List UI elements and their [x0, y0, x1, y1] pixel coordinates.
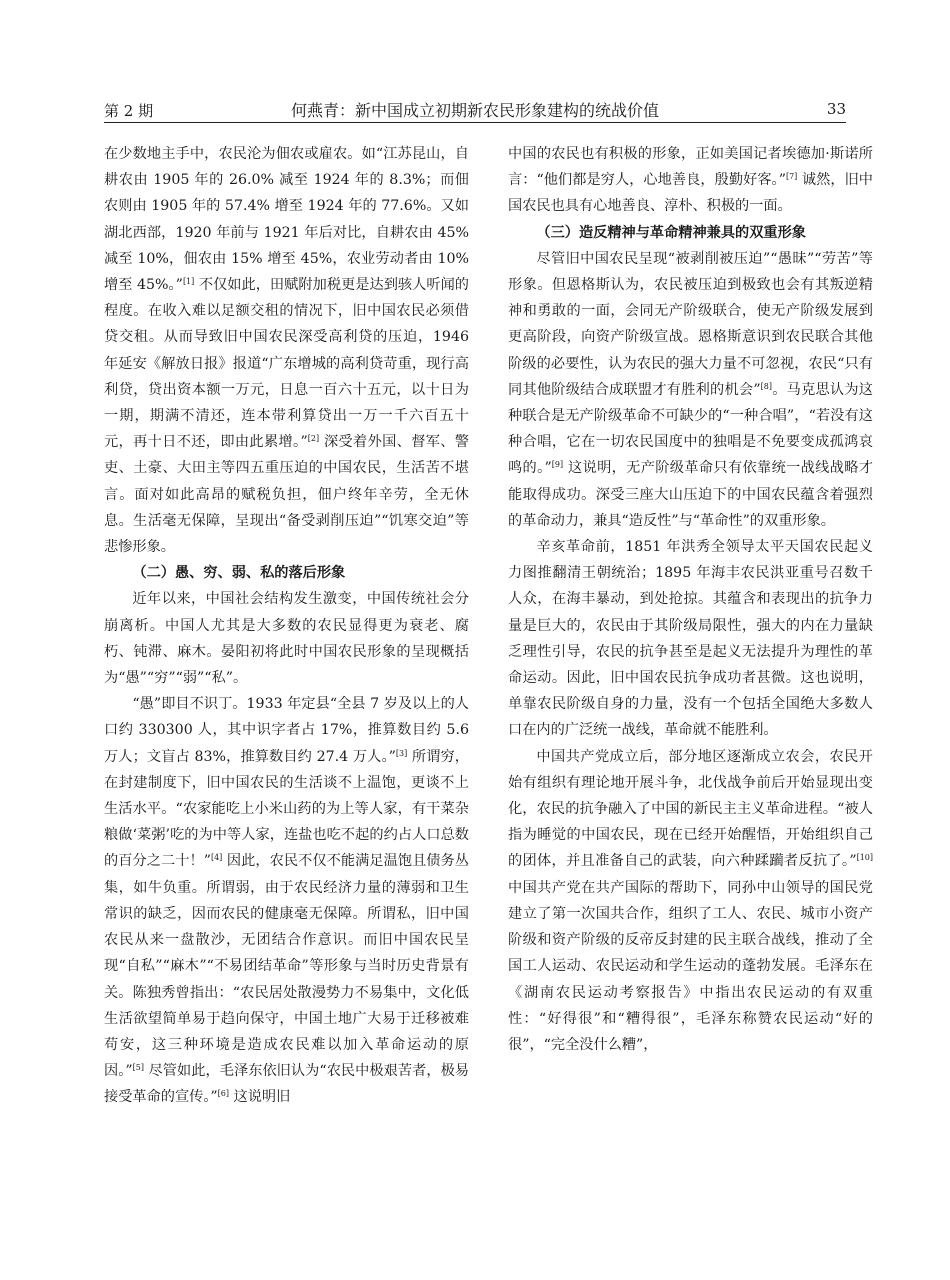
paragraph: “愚”即目不识丁。1933 年定县“全县 7 岁及以上的人口约 330300 人，其中识字者占 17%，推算数目约 5.6 万人；文盲占 83%，推算数目约 27.4 万人。”[3] 所谓穷，在封建制度下，旧中国农民的生活谈不上温饱，更谈不上生活水平。“农家能吃上小米山药的为上等人家，有干菜杂粮做‘菜粥’吃的为中等人家，连盐也吃不起的约占人口总数的百分之二十！”[4] 因此，农民不仅不能满足温饱且债务丛集，如牛负重。所谓弱，由于农民经济力量的薄弱和卫生常识的缺乏，因而农民的健康毫无保障。所谓私，旧中国农民从来一盘散沙，无团结合作意识。而旧中国农民呈现“自私”“麻木”“不易团结革命”等形象与当时历史背景有关。陈独秀曾指出：“农民居处散漫势力不易集中，文化低生活欲望简单易于趋向保守，中国土地广大易于迁移被难苟安，这三种环境是造成农民难以加入革命运动的原因。”[5] 尽管如此，毛泽东依旧认为“农民中极艰苦者，极易接受革命的宣传。”[6] 这说明旧: [104, 696, 470, 1106]
right-column: [508, 141, 873, 1058]
citation: [3]: [395, 748, 408, 758]
running-title: 何燕青：新中国成立初期新农民形象建构的统战价值: [290, 101, 659, 120]
paragraph: 辛亥革命前，1851 年洪秀全领导太平天国农民起义力图推翻清王朝统治；1895 年海丰农民洪亚重号召数千人众，在海丰暴动，到处抢掠。其蕴含和表现出的抗争力量是巨大的，农民由于其阶级局限性，强大的内在力量缺乏理性引导，农民的抗争甚至是起义无法提升为理性的革命运动。因此，旧中国农民抗争成功者甚微。这也说明，单靠农民阶级自身的力量，没有一个包括全国绝大多数人口在内的广泛统一战线，革命就不能胜利。: [508, 539, 873, 739]
running-header: [104, 98, 846, 123]
citation: [5]: [132, 1063, 144, 1073]
paragraph: 中国的农民也有积极的形象，正如美国记者埃德加·斯诺所言：“他们都是穷人，心地善良，殷勤好客。”[7] 诚然，旧中国农民也具有心地善良、淳朴、积极的一面。: [508, 146, 873, 215]
citation: [8]: [760, 381, 772, 391]
paragraph: 在少数地主手中，农民沦为佃农或雇农。如“江苏昆山，自耕农由 1905 年的 26.0% 减至 1924 年的 8.3%；而佃农则由 1905 年的 57.4% 增至 1924 年的 77.6%。又如湖北西部，1920 年前与 1921 年后对比，自耕农由 45% 减至 10%，佃农由 15% 增至 45%，农业劳动者由 10% 增至 45%。”[1] 不仅如此，田赋附加税更是达到骇人听闻的程度。在收入难以足额交租的情况下，旧中国农民必须借贷交租。从而导致旧中国农民深受高利贷的压迫，1946 年延安《解放日报》报道“广东增城的高利贷苛重，现行高利贷，贷出资本额一万元，日息一百六十五元，以十日为一期，期满不清还，连本带利算贷出一万一千六百五十元，再十日不还，即由此累增。”[2] 深受着外国、督军、警吏、土豪、大田主等四五重压迫的中国农民，生活苦不堪言。面对如此高昂的赋税负担，佃户终年辛劳，全无休息。生活毫无保障，呈现出“备受剥削压迫”“饥寒交迫”等悲惨形象。: [104, 146, 469, 556]
section-heading: （三）造反精神与革命精神兼具的双重形象: [536, 224, 806, 241]
citation: [9]: [551, 460, 564, 470]
citation: [1]: [182, 277, 195, 287]
citation: [10]: [856, 853, 873, 863]
paragraph: 中国共产党成立后，部分地区逐渐成立农会，农民开始有组织有理论地开展斗争，北伐战争前后开始显现出变化，农民的抗争融入了中国的新民主主义革命进程。“被人指为睡觉的中国农民，现在已经开始醒悟，开始组织自己的团体，并且准备自己的武装，向六种蹂躏者反抗了。”[10] 中国共产党在共产国际的帮助下，同孙中山领导的国民党建立了第一次国共合作，组织了工人、农民、城市小资产阶级和资产阶级的反帝反封建的民主联合战线，推动了全国工人运动、农民运动和学生运动的蓬勃发展。毛泽东在《湖南农民运动考察报告》中指出农民运动的有双重性：“好得很”和“糟得很”，毛泽东称赞农民运动“好的很”，“完全没什么糟”，: [508, 748, 873, 1053]
left-column: [104, 141, 469, 1111]
issue-number: 第 2 期: [104, 102, 154, 120]
citation: [2]: [307, 434, 320, 444]
paragraph: 尽管旧中国农民呈现“被剥削被压迫”“愚昧”“劳苦”等形象。但恩格斯认为，农民被压迫到极致也会有其叛逆精神和勇敢的一面，会同无产阶级联合，使无产阶级发展到更高阶段，向资产阶级宣战。恩格斯意识到农民联合其他阶级的必要性，认为农民的强大力量不可忽视，农民“只有同其他阶级结合成联盟才有胜利的机会”[8]。马克思认为这种联合是无产阶级革命不可缺少的“一种合唱”，“若没有这种合唱，它在一切农民国度中的独唱是不免要变成孤鸿哀鸣的。”[9] 这说明，无产阶级革命只有依靠统一战线战略才能取得成功。深受三座大山压迫下的中国农民蕴含着强烈的革命动力，兼具“造反性”与“革命性”的双重形象。: [508, 250, 873, 529]
page-number: 33: [826, 100, 846, 118]
citation: [7]: [785, 172, 798, 182]
section-heading: （二）愚、穷、弱、私的落后形象: [132, 565, 346, 582]
citation: [6]: [217, 1089, 229, 1099]
citation: [4]: [210, 853, 223, 863]
paragraph: 近年以来，中国社会结构发生激变，中国传统社会分崩离析。中国人尤其是大多数的农民显得更为衰老、腐朽、钝滞、麻木。晏阳初将此时中国农民形象的呈现概括为“愚”“穷”“弱”“私”。: [104, 591, 469, 687]
